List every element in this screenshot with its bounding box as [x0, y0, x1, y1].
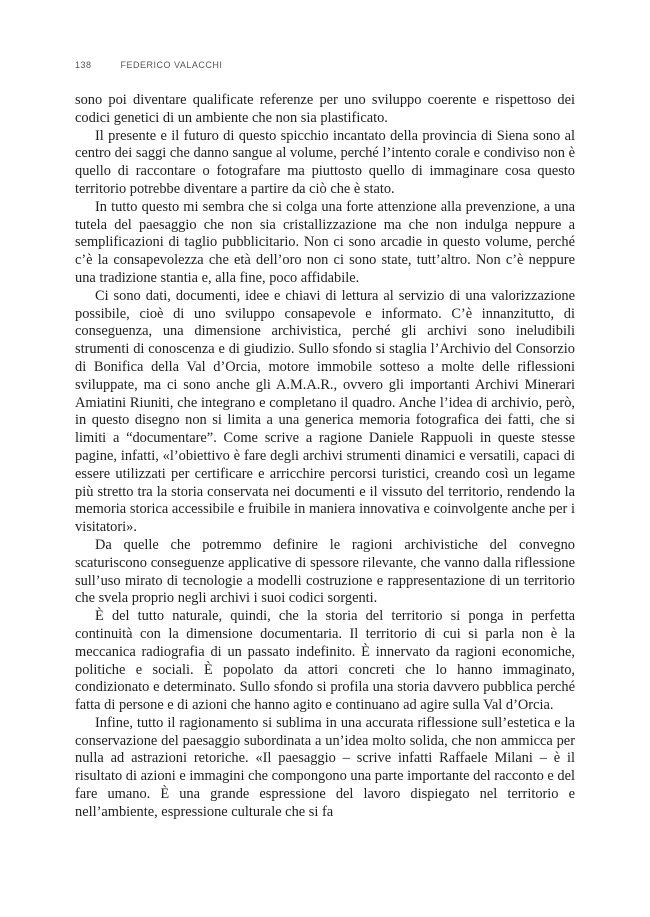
page-number: 138 [75, 60, 92, 70]
paragraph-4: Ci sono dati, documenti, idee e chiavi di lettura al servizio di una valorizzazione possibile, cioè di uno sviluppo consapevole e informato. C’è innanzitutto, di conseguenza, una dimensione archivistica, perché gli archivi sono ineludibili strumenti di conoscenza e di giudizio. Sullo sfondo si staglia l’Archivio del Consorzio di Bonifica della Val d’Orcia, motore immobile sotteso a molte delle riflessioni sviluppate, ma ci sono anche gli A.M.A.R., ovvero gli importanti Archivi Minerari Amiatini Riuniti, che integrano e completano il quadro. Anche l’idea di archivio, però, in questo disegno non si limita a una generica memoria fotografica dei fatti, che si limiti a “documentare”. Come scrive a ragione Daniele Rappuoli in queste stesse pagine, infatti, «l’obiettivo è fare degli archivi strumenti dinamici e versatili, capaci di essere utilizzati per certificare e arricchire percorsi turistici, creando così un legame più stretto tra la storia conservata nei documenti e il vissuto del territorio, rendendo la memoria storica accessibile e fruibile in maniera innovativa e coinvolgente anche per i visitatori». [75, 287, 575, 536]
running-title: FEDERICO VALACCHI [120, 60, 223, 70]
paragraph-5: Da quelle che potremmo definire le ragioni archivistiche del convegno scaturiscono conseguenze applicative di spessore rilevante, che vanno dalla riflessione sull’uso mirato di tecnologie a modelli costruzione e rappresentazione di un territorio che svela proprio negli archivi i suoi codici sorgenti. [75, 536, 575, 607]
paragraph-3: In tutto questo mi sembra che si colga una forte attenzione alla prevenzione, a una tutela del paesaggio che non sia cristallizzazione ma che non indulga neppure a semplificazioni di taglio pubblicitario. Non ci sono arcadie in questo volume, perché c’è la consapevolezza che età dell’oro non ci sono state, tutt’altro. Non c’è neppure una tradizione stantia e, alla fine, poco affidabile. [75, 198, 575, 286]
paragraph-2: Il presente e il futuro di questo spicchio incantato della provincia di Siena sono al centro dei saggi che danno sangue al volume, perché l’intento corale e condiviso non è quello di raccontare o fotografare ma piuttosto quello di immaginare cosa questo territorio potrebbe diventare a partire da ciò che è stato. [75, 127, 575, 197]
running-head [75, 60, 222, 70]
paragraph-6: È del tutto naturale, quindi, che la storia del territorio si ponga in perfetta continuità con la dimensione documentaria. Il territorio di cui si parla non è la meccanica radiografia di un passato indefinito. È innervato da ragioni economiche, politiche e sociali. È popolato da attori concreti che lo hanno immaginato, condizionato e determinato. Sullo sfondo si profila una storia davvero pubblica perché fatta di persone e di azioni che hanno agito e continuano ad agire sulla Val d’Orcia. [75, 608, 575, 714]
paragraph-7: Infine, tutto il ragionamento si sublima in una accurata riflessione sull’estetica e la conservazione del paesaggio subordinata a un’idea molto solida, che non ammicca per nulla ad astrazioni retoriche. «Il paesaggio – scrive infatti Raffaele Milani – è il risultato di azioni e immagini che compongono una parte importante del racconto e del fare umano. È una grande espressione del lavoro dispiegato nel territorio e nell’ambiente, espressione culturale che si fa [75, 714, 575, 820]
body-text [75, 92, 575, 822]
paragraph-1: sono poi diventare qualificate referenze per uno sviluppo coerente e rispettoso dei codici genetici di un ambiente che non sia plastificato. [75, 92, 575, 126]
